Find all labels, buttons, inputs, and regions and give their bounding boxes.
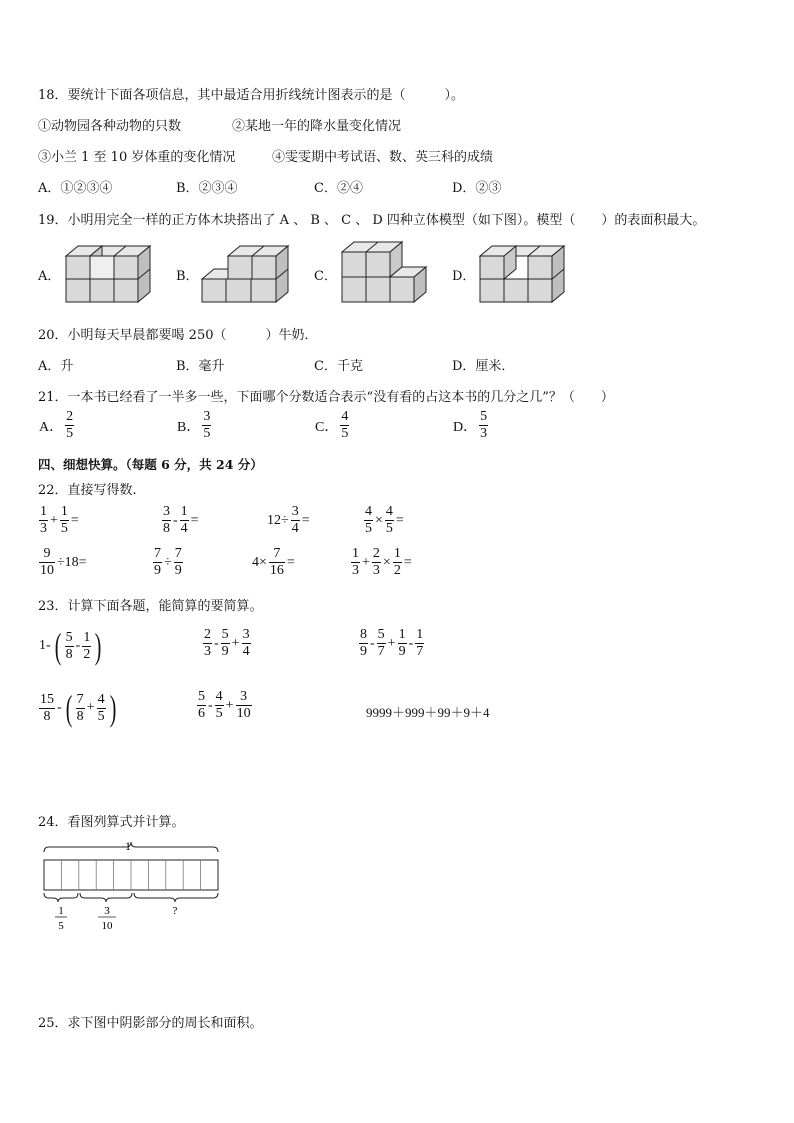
fraction <box>351 547 360 578</box>
fraction <box>197 690 206 721</box>
operator: - <box>214 635 219 651</box>
fraction <box>415 628 424 659</box>
numerator: 4 <box>341 409 349 424</box>
denominator: 5 <box>365 521 372 536</box>
operator: + <box>387 635 396 651</box>
fraction1-numerator: 1 <box>58 905 64 917</box>
equals: = <box>403 554 412 570</box>
denominator: 5 <box>215 706 223 721</box>
q21-option-c[interactable] <box>314 410 350 441</box>
numerator: 1 <box>416 627 424 642</box>
numerator: 4 <box>215 689 223 704</box>
q23-expr-1 <box>38 628 104 664</box>
denominator: 7 <box>416 644 424 659</box>
equals: = <box>190 512 199 528</box>
numerator: 3 <box>236 690 252 706</box>
operator: + <box>362 554 370 570</box>
fraction <box>377 628 386 659</box>
denominator: 4 <box>180 521 188 536</box>
numerator: 3 <box>163 504 170 519</box>
q20-option-d[interactable]: D．厘米． <box>452 359 515 374</box>
fraction <box>236 690 252 721</box>
q22-expr-3 <box>266 505 311 536</box>
denominator: 9 <box>174 563 182 578</box>
brace-second <box>80 893 132 902</box>
denominator: 8 <box>65 646 73 662</box>
q21-option-d[interactable] <box>452 410 489 441</box>
fraction <box>180 505 189 536</box>
total-label: 1 <box>125 839 131 853</box>
fraction <box>291 505 300 536</box>
numerator: 5 <box>480 409 488 424</box>
q22-expr-8 <box>350 547 413 578</box>
numerator: 4 <box>365 504 372 519</box>
fraction <box>364 505 373 536</box>
numerator: 2 <box>66 409 74 424</box>
q19-option-a[interactable]: A． <box>38 269 61 284</box>
numerator: 5 <box>377 627 385 642</box>
denominator: 3 <box>480 426 488 441</box>
cube-model-d <box>474 236 574 308</box>
q22-expr-7 <box>251 547 296 578</box>
denominator: 5 <box>203 426 211 441</box>
equals: = <box>286 554 295 570</box>
fraction2-denominator: 10 <box>101 920 113 932</box>
operator: × <box>382 554 391 570</box>
denominator: 5 <box>341 426 349 441</box>
q22-expr-4 <box>363 505 405 536</box>
numerator: 5 <box>198 689 205 704</box>
q19-option-c[interactable]: C． <box>314 269 337 284</box>
operator: + <box>86 700 95 715</box>
q21-option-a-label: A． <box>39 419 64 435</box>
q21-stem: 21．一本书已经看了一半多一些，下面哪个分数适合表示“没有看的占这本书的几分之几”？（ ） <box>38 390 614 405</box>
denominator: 10 <box>236 706 251 721</box>
q22-expr-2 <box>161 505 200 536</box>
numerator: 7 <box>174 546 182 561</box>
numerator: 4 <box>385 504 393 519</box>
q22-stem: 22．直接写得数. <box>38 483 137 498</box>
q18-option-a[interactable]: A．①②③④ <box>38 181 113 196</box>
operator: - <box>75 638 81 653</box>
equals: = <box>395 512 404 528</box>
numerator: 1 <box>83 629 91 645</box>
cube-model-a <box>60 236 155 308</box>
fraction <box>340 410 349 441</box>
fraction <box>39 505 48 536</box>
denominator: 8 <box>76 708 84 724</box>
q23-expr-5 <box>196 690 253 721</box>
q22-expr-5 <box>38 547 88 578</box>
numerator: 4 <box>97 691 105 707</box>
prefix: 12÷ <box>267 512 289 528</box>
numerator: 1 <box>352 546 359 561</box>
q23-expr-2 <box>202 628 252 659</box>
q25-stem: 25．求下图中阴影部分的周长和面积。 <box>38 1016 263 1031</box>
operator: ÷ <box>164 554 172 570</box>
fraction <box>82 631 91 662</box>
q20-option-b[interactable]: B．毫升 <box>176 359 225 374</box>
fraction1-denominator: 5 <box>58 920 64 932</box>
right-paren: ) <box>95 626 102 666</box>
fraction <box>479 410 488 441</box>
numerator: 3 <box>242 627 250 642</box>
fraction <box>215 690 224 721</box>
numerator: 7 <box>269 547 285 563</box>
brace-first <box>44 893 78 902</box>
numerator: 2 <box>372 546 380 561</box>
q18-option-b[interactable]: B．②③④ <box>176 181 238 196</box>
denominator: 6 <box>198 706 205 721</box>
denominator: 9 <box>398 644 406 659</box>
operator: - <box>370 635 375 651</box>
suffix: ÷18= <box>57 554 87 570</box>
numerator: 5 <box>65 629 73 645</box>
fraction <box>385 505 394 536</box>
q18-option-c[interactable]: C．②④ <box>314 181 363 196</box>
operator: + <box>225 697 234 713</box>
q19-option-b[interactable]: B． <box>176 269 199 284</box>
left-paren: ( <box>54 626 61 666</box>
denominator: 4 <box>242 644 250 659</box>
fraction <box>242 628 251 659</box>
q21-option-b-label: B． <box>177 419 201 435</box>
q20-option-a[interactable]: A．升 <box>38 359 74 374</box>
fraction <box>60 505 69 536</box>
fraction <box>359 628 368 659</box>
q23-expr-3 <box>358 628 425 659</box>
numerator: 1 <box>398 627 406 642</box>
denominator: 5 <box>60 521 68 536</box>
numerator: 3 <box>291 504 299 519</box>
denominator: 5 <box>97 708 105 724</box>
top-brace <box>44 842 218 852</box>
numerator: 3 <box>203 409 211 424</box>
operator: + <box>231 635 240 651</box>
fraction <box>65 631 74 662</box>
denominator: 8 <box>163 521 170 536</box>
q22-expr-1 <box>38 505 80 536</box>
q18-item2: ②某地一年的降水量变化情况 <box>232 119 402 134</box>
denominator: 7 <box>377 644 385 659</box>
q21-option-c-label: C． <box>315 419 339 435</box>
denominator: 5 <box>385 521 393 536</box>
cube-model-b <box>198 236 293 308</box>
fraction <box>372 547 381 578</box>
denominator: 9 <box>221 644 229 659</box>
numerator: 15 <box>40 691 54 707</box>
q21-option-d-label: D． <box>453 419 478 435</box>
fraction <box>39 547 55 578</box>
denominator: 2 <box>393 563 401 578</box>
q23-stem: 23．计算下面各题，能简算的要简算。 <box>38 599 263 614</box>
right-paren: ) <box>109 688 116 728</box>
denominator: 3 <box>40 521 47 536</box>
denominator: 5 <box>66 426 74 441</box>
operator: + <box>50 512 58 528</box>
denominator: 9 <box>360 644 367 659</box>
numerator: 7 <box>154 546 161 561</box>
denominator: 9 <box>154 563 161 578</box>
operator: - <box>57 700 62 715</box>
q24-stem: 24．看图列算式并计算。 <box>38 815 185 830</box>
q23-expr-4 <box>38 690 119 726</box>
operator: - <box>208 697 213 713</box>
fraction2-numerator: 3 <box>104 905 110 917</box>
operator: - <box>408 635 414 651</box>
fraction <box>162 505 171 536</box>
fraction <box>153 547 162 578</box>
brace-third <box>134 893 218 902</box>
cube-model-c <box>336 236 436 308</box>
q20-option-c[interactable]: C．千克 <box>314 359 363 374</box>
q19-stem: 19．小明用完全一样的正方体木块搭出了 A 、 B 、 C 、 D 四种立体模型（如下图）。模型（ ）的表面积最大。 <box>38 213 706 228</box>
denominator: 8 <box>43 708 51 724</box>
fraction <box>97 693 106 724</box>
unknown-label: ? <box>172 905 178 917</box>
q20-stem: 20．小明每天早晨都要喝 250（ ）牛奶． <box>38 328 318 343</box>
denominator: 16 <box>269 563 284 578</box>
q18-item3: ③小兰 1 至 10 岁体重的变化情况 <box>38 150 236 165</box>
equals: = <box>70 512 79 528</box>
equals: = <box>301 512 310 528</box>
numerator: 8 <box>360 627 367 642</box>
fraction <box>393 547 402 578</box>
q18-option-d[interactable]: D．②③ <box>452 181 502 196</box>
numerator: 7 <box>76 691 84 707</box>
operator: × <box>375 512 383 528</box>
left-paren: ( <box>65 688 72 728</box>
fraction <box>398 628 407 659</box>
q18-item4: ④雯雯期中考试语、数、英三科的成绩 <box>272 150 494 165</box>
numerator: 5 <box>221 627 229 642</box>
q19-option-d[interactable]: D． <box>452 269 476 284</box>
q21-option-a[interactable] <box>38 410 75 441</box>
fraction <box>221 628 230 659</box>
denominator: 3 <box>204 644 211 659</box>
denominator: 2 <box>83 646 91 662</box>
denominator: 4 <box>291 521 299 536</box>
q22-expr-6 <box>152 547 184 578</box>
numerator: 2 <box>204 627 211 642</box>
q24-segment-diagram <box>40 838 230 934</box>
prefix: 1- <box>39 638 51 653</box>
fraction <box>76 693 85 724</box>
fraction <box>202 410 211 441</box>
numerator: 1 <box>40 504 47 519</box>
q23-expr-6: 9999＋999＋99＋9＋4 <box>366 705 490 720</box>
denominator: 3 <box>372 563 380 578</box>
q18-item1: ①动物园各种动物的只数 <box>38 119 182 134</box>
prefix: 4× <box>252 554 267 570</box>
numerator: 1 <box>180 504 188 519</box>
q18-stem: 18．要统计下面各项信息，其中最适合用折线统计图表示的是（ ）。 <box>38 88 465 103</box>
fraction <box>174 547 183 578</box>
numerator: 1 <box>393 546 401 561</box>
section-4-title: 四、细想快算。（每题 6 分，共 24 分） <box>38 457 263 472</box>
fraction <box>203 628 212 659</box>
fraction <box>269 547 285 578</box>
denominator: 3 <box>352 563 359 578</box>
fraction <box>65 410 74 441</box>
numerator: 9 <box>39 547 55 563</box>
denominator: 10 <box>40 563 54 578</box>
numerator: 1 <box>60 504 68 519</box>
q21-option-b[interactable] <box>176 410 212 441</box>
operator: - <box>173 512 178 528</box>
fraction <box>39 693 55 724</box>
